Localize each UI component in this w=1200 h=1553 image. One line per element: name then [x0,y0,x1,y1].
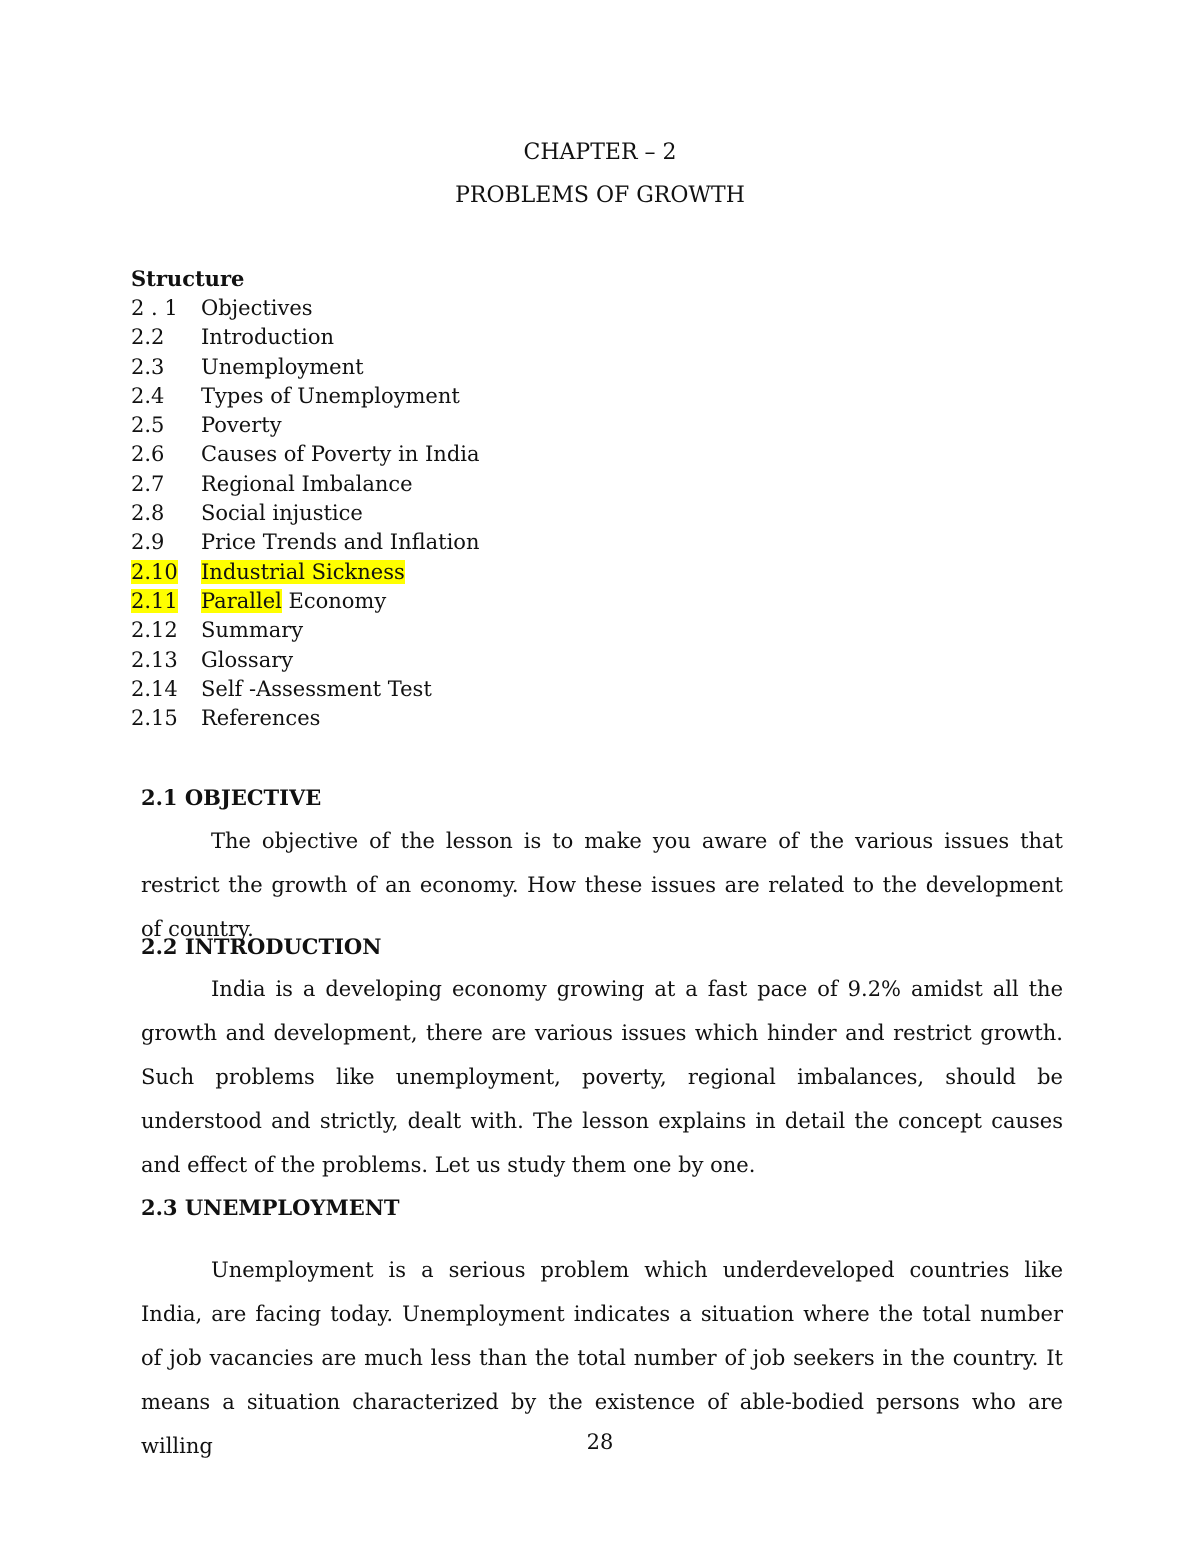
section-heading-unemployment: 2.3 UNEMPLOYMENT [141,1195,400,1220]
structure-item [131,440,480,469]
structure-item-label: Types of Unemployment [201,383,460,408]
structure-item [131,323,480,352]
structure-item [131,470,480,499]
structure-item-number: 2.14 [131,676,178,701]
structure-item-number: 2.7 [131,471,165,496]
chapter-title: CHAPTER – 2 [523,140,677,165]
structure-item-highlighted [131,558,480,587]
structure-item-label: Regional Imbalance [201,471,413,496]
section-heading-introduction: 2.2 INTRODUCTION [141,934,382,959]
structure-item-label: Objectives [201,296,313,320]
highlighted-number: 2.10 [131,559,178,584]
structure-item-number: 2.12 [131,618,178,643]
structure-heading: Structure [131,266,245,291]
section-heading-objective: 2.1 OBJECTIVE [141,785,322,810]
structure-list [131,294,480,733]
page-number: 28 [586,1430,614,1454]
structure-item-label: Poverty [201,413,282,438]
structure-item-label: Self -Assessment Test [201,676,432,701]
structure-item-label-highlighted: Parallel [201,588,282,613]
structure-item-label: Social injustice [201,501,363,526]
structure-item [131,616,480,645]
paragraph-unemployment: Unemployment is a serious problem which underdeveloped countries like India, are facing today. Unemployment indicates a situation where the total number of job vacancies are much less than the total number of job seekers in the country. It means a situation characterized by the existence of able-bodied persons who are willing [141,1258,1063,1458]
structure-item [131,353,480,382]
structure-item-number: 2.13 [131,647,178,672]
structure-item-number: 2.9 [131,530,165,555]
structure-item-number: 2 . 1 [131,296,178,320]
structure-item-label: Summary [201,618,304,643]
paragraph-objective: The objective of the lesson is to make you aware of the various issues that restrict the growth of an economy. How these issues are related to the development of country. [141,829,1063,941]
structure-item-label: Glossary [201,647,294,672]
structure-item-number: 2.6 [131,442,165,467]
structure-item-number: 2.8 [131,501,165,526]
structure-item [131,646,480,675]
structure-item-highlighted [131,587,480,616]
structure-item-number [131,558,201,587]
structure-item-label-rest: Economy [281,588,387,613]
structure-item-label: Causes of Poverty in India [201,442,480,467]
structure-item [131,294,480,323]
highlighted-number: 2.11 [131,588,178,613]
structure-item-label: Introduction [201,325,334,350]
structure-item-label: Unemployment [201,354,364,379]
structure-item [131,528,480,557]
paragraph-introduction: India is a developing economy growing at a fast pace of 9.2% amidst all the growth and development, there are various issues which hinder and restrict growth. Such problems like unemployment, poverty, regional imbalances, should be understood and strictly, dealt with. The lesson explains in detail the concept causes and effect of the problems. Let us study them one by one. [141,977,1063,1177]
structure-item [131,675,480,704]
structure-item-number [131,587,201,616]
structure-item-label: Price Trends and Inflation [201,530,480,555]
structure-item [131,382,480,411]
structure-item-label: References [201,706,321,731]
structure-item-number: 2.5 [131,413,165,438]
structure-item [131,499,480,528]
structure-item-number: 2.4 [131,383,165,408]
chapter-subtitle: PROBLEMS OF GROWTH [455,183,745,208]
structure-item-number: 2.2 [131,325,165,350]
structure-item-number: 2.3 [131,354,165,379]
structure-item-number: 2.15 [131,706,178,731]
structure-item-label: Industrial Sickness [201,559,405,584]
structure-item [131,704,480,733]
structure-item [131,411,480,440]
